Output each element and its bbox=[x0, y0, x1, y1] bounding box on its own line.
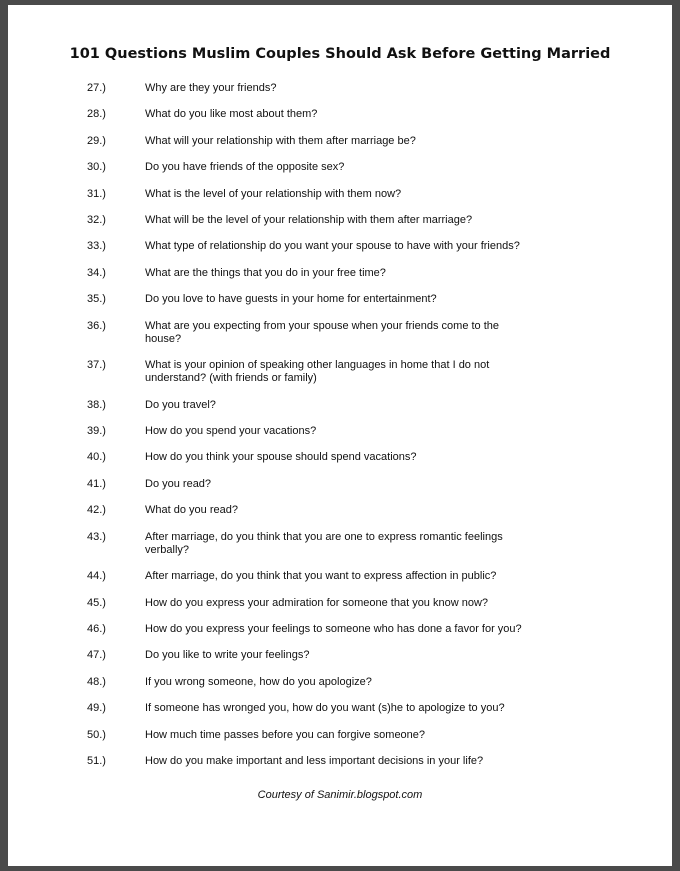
question-number: 46.) bbox=[87, 623, 106, 636]
question-item bbox=[87, 649, 607, 662]
question-item bbox=[87, 135, 607, 148]
question-item bbox=[87, 425, 607, 438]
question-number: 30.) bbox=[87, 161, 106, 174]
question-number: 31.) bbox=[87, 187, 106, 200]
question-text: How do you make important and less important decisions in your life? bbox=[145, 754, 484, 767]
question-item bbox=[87, 161, 607, 174]
question-item bbox=[87, 82, 607, 95]
question-number: 47.) bbox=[87, 649, 106, 662]
question-number: 35.) bbox=[87, 293, 106, 306]
question-text: Do you love to have guests in your home for entertainment? bbox=[145, 293, 437, 306]
question-number: 38.) bbox=[87, 398, 106, 411]
question-item bbox=[87, 451, 607, 464]
question-item bbox=[87, 755, 607, 768]
question-item bbox=[87, 702, 607, 715]
question-number: 41.) bbox=[87, 477, 106, 490]
question-item bbox=[87, 570, 607, 583]
question-text: What are the things that you do in your free time? bbox=[145, 266, 386, 279]
question-text: After marriage, do you think that you are one to express romantic feelings verbally? bbox=[145, 530, 503, 556]
question-item bbox=[87, 320, 607, 346]
question-item bbox=[87, 188, 607, 201]
question-item bbox=[87, 267, 607, 280]
question-item bbox=[87, 399, 607, 412]
question-text: What is the level of your relationship with them now? bbox=[145, 187, 402, 200]
question-item bbox=[87, 240, 607, 253]
question-text: Do you have friends of the opposite sex? bbox=[145, 161, 345, 174]
question-number: 37.) bbox=[87, 359, 106, 372]
question-number: 48.) bbox=[87, 675, 106, 688]
question-number: 49.) bbox=[87, 702, 106, 715]
question-text: How do you express your feelings to someone who has done a favor for you? bbox=[145, 623, 522, 636]
question-number: 43.) bbox=[87, 530, 106, 543]
question-number: 40.) bbox=[87, 451, 106, 464]
question-text: How do you express your admiration for someone that you know now? bbox=[145, 596, 489, 609]
question-number: 36.) bbox=[87, 319, 106, 332]
question-text: If someone has wronged you, how do you want (s)he to apologize to you? bbox=[145, 702, 505, 715]
question-item bbox=[87, 623, 607, 636]
question-item bbox=[87, 108, 607, 121]
question-number: 51.) bbox=[87, 754, 106, 767]
question-text: What will be the level of your relationship with them after marriage? bbox=[145, 213, 473, 226]
question-number: 33.) bbox=[87, 240, 106, 253]
question-number: 32.) bbox=[87, 213, 106, 226]
document-page bbox=[8, 5, 672, 866]
question-text: How do you think your spouse should spend vacations? bbox=[145, 451, 417, 464]
question-item bbox=[87, 676, 607, 689]
question-text: What will your relationship with them after marriage be? bbox=[145, 134, 416, 147]
question-item bbox=[87, 359, 607, 385]
question-item bbox=[87, 729, 607, 742]
question-list bbox=[87, 82, 607, 768]
question-text: If you wrong someone, how do you apologize? bbox=[145, 675, 372, 688]
question-text: After marriage, do you think that you want to express affection in public? bbox=[145, 570, 497, 583]
question-item bbox=[87, 214, 607, 227]
question-text: What is your opinion of speaking other languages in home that I do not understand? (with friends or family) bbox=[145, 359, 490, 385]
question-item bbox=[87, 531, 607, 557]
page-title: 101 Questions Muslim Couples Should Ask Before Getting Married bbox=[69, 46, 611, 62]
question-text: How much time passes before you can forgive someone? bbox=[145, 728, 426, 741]
question-number: 44.) bbox=[87, 570, 106, 583]
question-number: 28.) bbox=[87, 108, 106, 121]
question-item bbox=[87, 293, 607, 306]
question-item bbox=[87, 597, 607, 610]
question-number: 34.) bbox=[87, 266, 106, 279]
footer-credit: Courtesy of Sanimir.blogspot.com bbox=[257, 789, 423, 802]
question-number: 39.) bbox=[87, 425, 106, 438]
question-text: Why are they your friends? bbox=[145, 82, 277, 94]
question-text: What do you read? bbox=[145, 504, 238, 517]
question-number: 27.) bbox=[87, 82, 106, 94]
question-text: How do you spend your vacations? bbox=[145, 425, 317, 438]
question-item bbox=[87, 504, 607, 517]
question-number: 42.) bbox=[87, 504, 106, 517]
question-number: 50.) bbox=[87, 728, 106, 741]
question-text: What are you expecting from your spouse when your friends come to the house? bbox=[145, 319, 500, 345]
question-number: 45.) bbox=[87, 596, 106, 609]
question-text: Do you read? bbox=[145, 477, 212, 490]
question-number: 29.) bbox=[87, 134, 106, 147]
question-item bbox=[87, 478, 607, 491]
question-text: What do you like most about them? bbox=[145, 108, 318, 121]
question-text: What type of relationship do you want your spouse to have with your friends? bbox=[145, 240, 520, 253]
question-text: Do you like to write your feelings? bbox=[145, 649, 310, 662]
question-text: Do you travel? bbox=[145, 398, 216, 411]
